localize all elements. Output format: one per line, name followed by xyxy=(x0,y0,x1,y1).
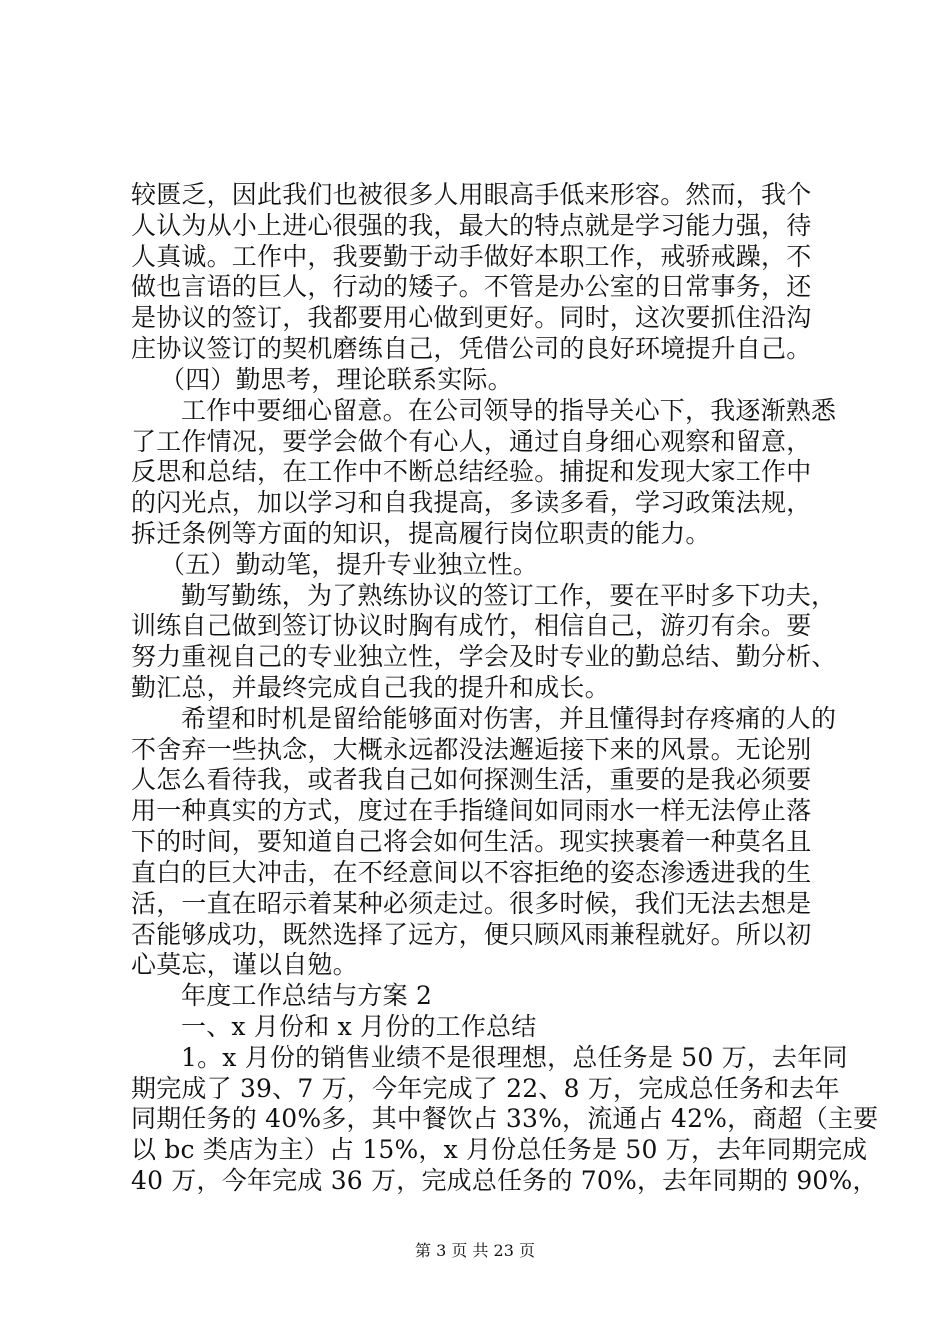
text-line: 人怎么看待我，或者我自己如何探测生活，重要的是我必须要 xyxy=(131,765,812,794)
text-line: 工作中要细心留意。在公司领导的指导关心下，我逐渐熟悉 xyxy=(181,396,837,425)
page-number-footer: 第 3 页 共 23 页 xyxy=(415,1241,535,1260)
text-line: 同期任务的 40%多，其中餐饮占 33%，流通占 42%，商超（主要 xyxy=(131,1104,879,1133)
text-line: 心莫忘，谨以自勉。 xyxy=(131,950,358,979)
section-heading: （四）勤思考，理论联系实际。 xyxy=(160,365,513,394)
text-line: 否能够成功，既然选择了远方，便只顾风雨兼程就好。所以初 xyxy=(131,920,812,949)
text-line: 希望和时机是留给能够面对伤害，并且懂得封存疼痛的人的 xyxy=(181,704,837,733)
text-line: 不舍弃一些执念，大概永远都没法邂逅接下来的风景。无论别 xyxy=(131,735,812,764)
text-line: 勤写勤练，为了熟练协议的签订工作，要在平时多下功夫， xyxy=(181,581,837,610)
document-title: 年度工作总结与方案 2 xyxy=(181,981,433,1010)
text-line: 期完成了 39、7 万，今年完成了 22、8 万，完成总任务和去年 xyxy=(131,1074,840,1103)
text-line: 是协议的签订，我都要用心做到更好。同时，这次要抓住沿沟 xyxy=(131,303,812,332)
text-line: 的闪光点，加以学习和自我提高，多读多看，学习政策法规， xyxy=(131,488,812,517)
section-heading: 一、x 月份和 x 月份的工作总结 xyxy=(181,1012,537,1041)
text-line: 努力重视自己的专业独立性，学会及时专业的勤总结、勤分析、 xyxy=(131,642,837,671)
text-line: 训练自己做到签订协议时胸有成竹，相信自己，游刃有余。要 xyxy=(131,611,812,640)
text-line: 拆迁条例等方面的知识，提高履行岗位职责的能力。 xyxy=(131,519,711,548)
text-line: 直白的巨大冲击，在不经意间以不容拒绝的姿态渗透进我的生 xyxy=(131,858,812,887)
text-line: 较匮乏，因此我们也被很多人用眼高手低来形容。然而，我个 xyxy=(131,180,812,209)
text-line: 下的时间，要知道自己将会如何生活。现实挟裹着一种莫名且 xyxy=(131,827,812,856)
text-line: 勤汇总，并最终完成自己我的提升和成长。 xyxy=(131,673,610,702)
text-line: 人真诚。工作中，我要勤于动手做好本职工作，戒骄戒躁，不 xyxy=(131,242,812,271)
text-line: 活，一直在昭示着某种必须走过。很多时候，我们无法去想是 xyxy=(131,889,812,918)
text-line: 1。x 月份的销售业绩不是很理想，总任务是 50 万，去年同 xyxy=(181,1043,848,1072)
section-heading: （五）勤动笔，提升专业独立性。 xyxy=(160,550,539,579)
text-line: 用一种真实的方式，度过在手指缝间如同雨水一样无法停止落 xyxy=(131,796,812,825)
text-line: 反思和总结，在工作中不断总结经验。捕捉和发现大家工作中 xyxy=(131,457,812,486)
text-line: 了工作情况，要学会做个有心人，通过自身细心观察和留意， xyxy=(131,427,812,456)
text-line: 以 bc 类店为主）占 15%，x 月份总任务是 50 万，去年同期完成 xyxy=(131,1135,868,1164)
text-line: 40 万，今年完成 36 万，完成总任务的 70%，去年同期的 90%， xyxy=(131,1166,878,1195)
text-line: 庄协议签订的契机磨练自己，凭借公司的良好环境提升自己。 xyxy=(131,334,812,363)
text-line: 做也言语的巨人，行动的矮子。不管是办公室的日常事务，还 xyxy=(131,272,812,301)
text-line: 人认为从小上进心很强的我，最大的特点就是学习能力强，待 xyxy=(131,211,812,240)
